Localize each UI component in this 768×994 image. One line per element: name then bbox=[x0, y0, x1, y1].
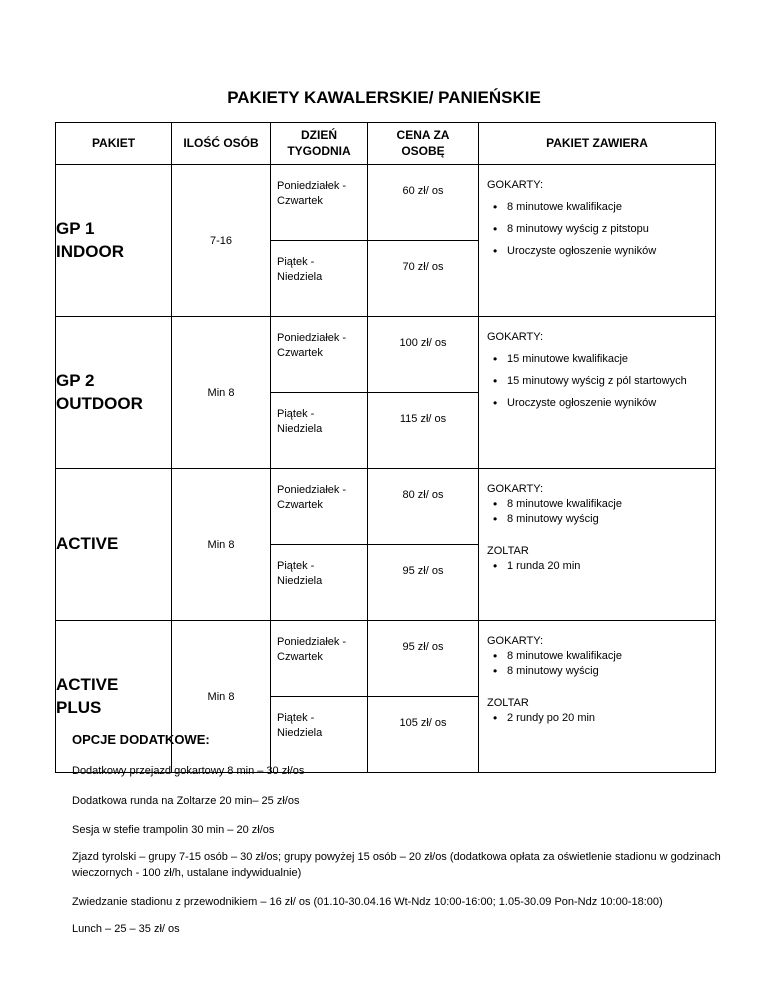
header-pakiet-zawiera: PAKIET ZAWIERA bbox=[479, 123, 716, 165]
contents-title: GOKARTY: bbox=[487, 483, 544, 495]
contents-title: GOKARTY: bbox=[487, 179, 544, 191]
extra-list bbox=[487, 560, 707, 572]
package-day-weekend: Piątek - Niedziela bbox=[271, 393, 368, 469]
package-day-weekday: Poniedziałek - Czwartek bbox=[271, 469, 368, 545]
table-header-row bbox=[56, 123, 716, 165]
option-item: Sesja w stefie trampolin 30 min – 20 zł/os bbox=[72, 824, 275, 836]
package-row bbox=[56, 621, 716, 697]
page-title: PAKIETY KAWALERSKIE/ PANIEŃSKIE bbox=[227, 88, 541, 107]
extra-title: ZOLTAR bbox=[487, 697, 529, 709]
list-item: • 8 minutowy wyścig bbox=[487, 665, 707, 677]
list-item: • 8 minutowe kwalifikacje bbox=[487, 498, 707, 510]
options-heading: OPCJE DODATKOWE: bbox=[72, 732, 210, 747]
package-name: GP 1 INDOOR bbox=[56, 165, 172, 317]
package-row bbox=[56, 165, 716, 241]
package-row bbox=[56, 469, 716, 545]
list-item: • 8 minutowy wyścig bbox=[487, 513, 707, 525]
option-item: Zjazd tyrolski – grupy 7-15 osób – 30 zł/os; grupy powyżej 15 osób – 20 zł/os (dodatkowa opłata za oświetlenie stadionu w godzinach wieczornych - 100 zł/h, ustalane indywidualnie) bbox=[72, 851, 721, 879]
header-cena: CENA ZA OSOBĘ bbox=[368, 123, 479, 165]
package-persons: Min 8 bbox=[172, 469, 271, 621]
package-persons: Min 8 bbox=[172, 317, 271, 469]
package-price-weekday: 80 zł/ os bbox=[368, 469, 479, 545]
package-contents bbox=[479, 621, 716, 773]
extra-title: ZOLTAR bbox=[487, 545, 529, 557]
package-day-weekend: Piątek - Niedziela bbox=[271, 241, 368, 317]
contents-list bbox=[487, 201, 707, 257]
header-ilosc-osob: ILOŚĆ OSÓB bbox=[172, 123, 271, 165]
package-contents bbox=[479, 165, 716, 317]
package-day-weekend: Piątek - Niedziela bbox=[271, 545, 368, 621]
package-name: ACTIVE bbox=[56, 469, 172, 621]
package-price-weekday: 100 zł/ os bbox=[368, 317, 479, 393]
package-price-weekday: 95 zł/ os bbox=[368, 621, 479, 697]
package-row bbox=[56, 317, 716, 393]
contents-title: GOKARTY: bbox=[487, 331, 544, 343]
package-name: GP 2 OUTDOOR bbox=[56, 317, 172, 469]
list-item: • 15 minutowy wyścig z pól startowych bbox=[487, 375, 707, 387]
list-item: • 2 rundy po 20 min bbox=[487, 712, 707, 724]
packages-table bbox=[55, 122, 716, 773]
list-item: • 8 minutowe kwalifikacje bbox=[487, 201, 707, 213]
package-persons: 7-16 bbox=[172, 165, 271, 317]
package-day-weekend: Piątek - Niedziela bbox=[271, 697, 368, 773]
list-item: • 1 runda 20 min bbox=[487, 560, 707, 572]
package-price-weekend: 95 zł/ os bbox=[368, 545, 479, 621]
list-item: • 8 minutowe kwalifikacje bbox=[487, 650, 707, 662]
package-name: ACTIVE PLUS bbox=[56, 621, 172, 773]
list-item: • Uroczyste ogłoszenie wyników bbox=[487, 397, 707, 409]
contents-list bbox=[487, 650, 707, 677]
package-persons: Min 8 bbox=[172, 621, 271, 773]
package-day-weekday: Poniedziałek - Czwartek bbox=[271, 621, 368, 697]
extra-list bbox=[487, 712, 707, 724]
option-item: Dodatkowy przejazd gokartowy 8 min – 30 zł/os bbox=[72, 765, 305, 777]
header-dzien-tygodnia: DZIEŃ TYGODNIA bbox=[271, 123, 368, 165]
package-day-weekday: Poniedziałek - Czwartek bbox=[271, 317, 368, 393]
list-item: • 15 minutowe kwalifikacje bbox=[487, 353, 707, 365]
option-item: Zwiedzanie stadionu z przewodnikiem – 16 zł/ os (01.10-30.04.16 Wt-Ndz 10:00-16:00; 1.05-30.09 Pon-Ndz 10:00-18:00) bbox=[72, 896, 663, 908]
contents-list bbox=[487, 498, 707, 525]
package-price-weekday: 60 zł/ os bbox=[368, 165, 479, 241]
contents-list bbox=[487, 353, 707, 409]
package-price-weekend: 115 zł/ os bbox=[368, 393, 479, 469]
package-contents bbox=[479, 469, 716, 621]
package-day-weekday: Poniedziałek - Czwartek bbox=[271, 165, 368, 241]
package-price-weekend: 70 zł/ os bbox=[368, 241, 479, 317]
package-contents bbox=[479, 317, 716, 469]
header-pakiet: PAKIET bbox=[56, 123, 172, 165]
list-item: • 8 minutowy wyścig z pitstopu bbox=[487, 223, 707, 235]
list-item: • Uroczyste ogłoszenie wyników bbox=[487, 245, 707, 257]
option-item: Lunch – 25 – 35 zł/ os bbox=[72, 923, 180, 935]
package-price-weekend: 105 zł/ os bbox=[368, 697, 479, 773]
option-item: Dodatkowa runda na Zoltarze 20 min– 25 zł/os bbox=[72, 795, 300, 807]
contents-title: GOKARTY: bbox=[487, 635, 544, 647]
